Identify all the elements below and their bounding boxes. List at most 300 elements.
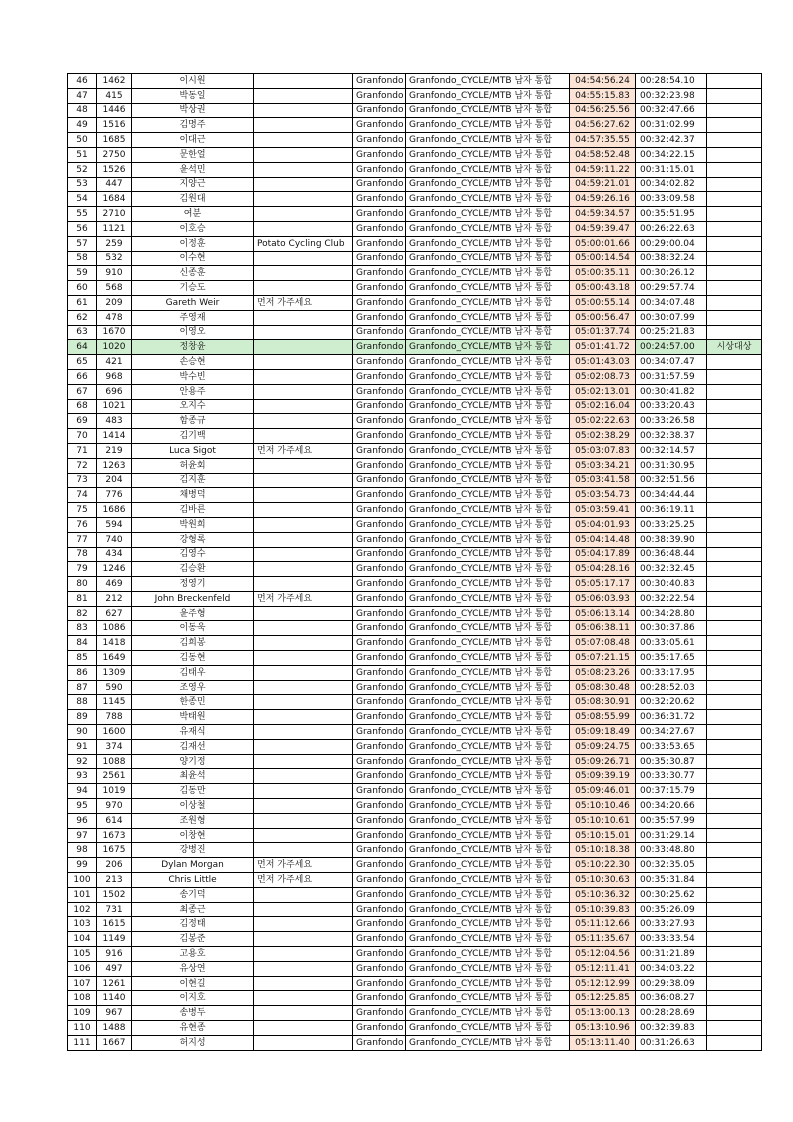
table-row [68,710,762,725]
division-cell: Granfondo [353,236,406,251]
lap-cell: 00:38:32.24 [636,251,707,266]
rank-cell: 59 [68,266,97,281]
division-cell: Granfondo [353,384,406,399]
rank-cell: 101 [68,887,97,902]
category-cell: Granfondo_CYCLE/MTB 남자 통합 [406,1021,570,1036]
table-row [68,221,762,236]
name-cell: 신종훈 [132,266,254,281]
team-cell [254,488,353,503]
name-cell: 이시원 [132,74,254,89]
record-cell: 05:03:59.41 [570,503,636,518]
bib-cell: 204 [97,473,132,488]
division-cell: Granfondo [353,488,406,503]
category-cell: Granfondo_CYCLE/MTB 남자 통합 [406,192,570,207]
lap-cell: 00:26:22.63 [636,221,707,236]
record-cell: 05:10:18.38 [570,843,636,858]
team-cell [254,118,353,133]
bib-cell: 1600 [97,725,132,740]
name-cell: 조원형 [132,813,254,828]
bib-cell: 1418 [97,636,132,651]
table-row [68,251,762,266]
table-row [68,636,762,651]
name-cell: 강형록 [132,532,254,547]
lap-cell: 00:31:30.95 [636,458,707,473]
bib-cell: 731 [97,902,132,917]
note-cell [707,236,762,251]
lap-cell: 00:32:38.37 [636,429,707,444]
lap-cell: 00:34:20.66 [636,799,707,814]
record-cell: 05:10:22.30 [570,858,636,873]
rank-cell: 109 [68,1006,97,1021]
note-cell [707,784,762,799]
name-cell: 채병덕 [132,488,254,503]
bib-cell: 916 [97,947,132,962]
team-cell [254,710,353,725]
name-cell: 박원희 [132,517,254,532]
lap-cell: 00:28:54.10 [636,74,707,89]
record-cell: 05:08:30.91 [570,695,636,710]
team-cell [254,147,353,162]
name-cell: 안용주 [132,384,254,399]
note-cell [707,739,762,754]
team-cell [254,577,353,592]
rank-cell: 72 [68,458,97,473]
team-cell [254,414,353,429]
team-cell [254,754,353,769]
record-cell: 05:02:16.04 [570,399,636,414]
division-cell: Granfondo [353,961,406,976]
rank-cell: 68 [68,399,97,414]
division-cell: Granfondo [353,976,406,991]
category-cell: Granfondo_CYCLE/MTB 남자 통합 [406,562,570,577]
team-cell [254,961,353,976]
division-cell: Granfondo [353,340,406,355]
lap-cell: 00:29:38.09 [636,976,707,991]
team-cell [254,192,353,207]
team-cell [254,902,353,917]
note-cell [707,725,762,740]
name-cell: 주영재 [132,310,254,325]
bib-cell: 478 [97,310,132,325]
category-cell: Granfondo_CYCLE/MTB 남자 통합 [406,177,570,192]
team-cell [254,621,353,636]
category-cell: Granfondo_CYCLE/MTB 남자 통합 [406,1006,570,1021]
lap-cell: 00:36:48.44 [636,547,707,562]
rank-cell: 95 [68,799,97,814]
lap-cell: 00:31:21.89 [636,947,707,962]
rank-cell: 55 [68,207,97,222]
category-cell: Granfondo_CYCLE/MTB 남자 통합 [406,710,570,725]
record-cell: 05:03:54.73 [570,488,636,503]
team-cell [254,74,353,89]
lap-cell: 00:25:21.83 [636,325,707,340]
bib-cell: 1145 [97,695,132,710]
division-cell: Granfondo [353,843,406,858]
record-cell: 05:04:01.93 [570,517,636,532]
bib-cell: 532 [97,251,132,266]
name-cell: 조영우 [132,680,254,695]
record-cell: 05:13:11.40 [570,1035,636,1050]
table-row [68,133,762,148]
category-cell: Granfondo_CYCLE/MTB 남자 통합 [406,517,570,532]
table-row [68,577,762,592]
record-cell: 05:09:39.19 [570,769,636,784]
note-cell [707,621,762,636]
team-cell [254,562,353,577]
division-cell: Granfondo [353,947,406,962]
lap-cell: 00:32:51.56 [636,473,707,488]
record-cell: 05:01:41.72 [570,340,636,355]
bib-cell: 497 [97,961,132,976]
team-cell [254,458,353,473]
table-row [68,488,762,503]
rank-cell: 84 [68,636,97,651]
team-cell [254,207,353,222]
bib-cell: 776 [97,488,132,503]
division-cell: Granfondo [353,695,406,710]
lap-cell: 00:36:08.27 [636,991,707,1006]
team-cell: 먼저 가주세요 [254,443,353,458]
bib-cell: 434 [97,547,132,562]
lap-cell: 00:34:44.44 [636,488,707,503]
lap-cell: 00:33:25.25 [636,517,707,532]
lap-cell: 00:29:57.74 [636,281,707,296]
name-cell: 김태우 [132,665,254,680]
bib-cell: 967 [97,1006,132,1021]
record-cell: 05:02:38.29 [570,429,636,444]
bib-cell: 590 [97,680,132,695]
category-cell: Granfondo_CYCLE/MTB 남자 통합 [406,118,570,133]
division-cell: Granfondo [353,799,406,814]
division-cell: Granfondo [353,88,406,103]
lap-cell: 00:31:02.99 [636,118,707,133]
team-cell [254,739,353,754]
bib-cell: 614 [97,813,132,828]
category-cell: Granfondo_CYCLE/MTB 남자 통합 [406,695,570,710]
rank-cell: 77 [68,532,97,547]
category-cell: Granfondo_CYCLE/MTB 남자 통합 [406,162,570,177]
record-cell: 05:02:13.01 [570,384,636,399]
team-cell [254,251,353,266]
lap-cell: 00:32:42.37 [636,133,707,148]
category-cell: Granfondo_CYCLE/MTB 남자 통합 [406,917,570,932]
team-cell [254,133,353,148]
division-cell: Granfondo [353,221,406,236]
record-cell: 04:59:11.22 [570,162,636,177]
rank-cell: 83 [68,621,97,636]
record-cell: 04:59:21.01 [570,177,636,192]
note-cell [707,458,762,473]
team-cell [254,636,353,651]
bib-cell: 1149 [97,932,132,947]
bib-cell: 1309 [97,665,132,680]
note-cell [707,1021,762,1036]
table-row [68,355,762,370]
record-cell: 05:03:41.58 [570,473,636,488]
name-cell: 유현종 [132,1021,254,1036]
rank-cell: 54 [68,192,97,207]
bib-cell: 970 [97,799,132,814]
team-cell: 먼저 가주세요 [254,858,353,873]
rank-cell: 96 [68,813,97,828]
name-cell: 이호승 [132,221,254,236]
team-cell [254,799,353,814]
division-cell: Granfondo [353,74,406,89]
table-row [68,961,762,976]
table-row [68,651,762,666]
note-cell [707,74,762,89]
team-cell [254,473,353,488]
table-row [68,473,762,488]
rank-cell: 60 [68,281,97,296]
category-cell: Granfondo_CYCLE/MTB 남자 통합 [406,621,570,636]
record-cell: 05:10:36.32 [570,887,636,902]
results-body [68,74,762,1051]
name-cell: 이창현 [132,828,254,843]
category-cell: Granfondo_CYCLE/MTB 남자 통합 [406,591,570,606]
rank-cell: 91 [68,739,97,754]
lap-cell: 00:34:07.47 [636,355,707,370]
category-cell: Granfondo_CYCLE/MTB 남자 통합 [406,310,570,325]
category-cell: Granfondo_CYCLE/MTB 남자 통합 [406,133,570,148]
note-cell [707,133,762,148]
name-cell: 이지호 [132,991,254,1006]
division-cell: Granfondo [353,103,406,118]
bib-cell: 2710 [97,207,132,222]
team-cell [254,1006,353,1021]
team-cell [254,976,353,991]
record-cell: 05:11:12.66 [570,917,636,932]
rank-cell: 104 [68,932,97,947]
category-cell: Granfondo_CYCLE/MTB 남자 통합 [406,88,570,103]
lap-cell: 00:36:19.11 [636,503,707,518]
division-cell: Granfondo [353,562,406,577]
bib-cell: 568 [97,281,132,296]
note-cell [707,103,762,118]
record-cell: 05:00:56.47 [570,310,636,325]
rank-cell: 80 [68,577,97,592]
category-cell: Granfondo_CYCLE/MTB 남자 통합 [406,754,570,769]
record-cell: 05:09:18.49 [570,725,636,740]
category-cell: Granfondo_CYCLE/MTB 남자 통합 [406,947,570,962]
record-cell: 05:03:34.21 [570,458,636,473]
rank-cell: 64 [68,340,97,355]
lap-cell: 00:32:47.66 [636,103,707,118]
table-row [68,562,762,577]
record-cell: 05:03:07.83 [570,443,636,458]
category-cell: Granfondo_CYCLE/MTB 남자 통합 [406,784,570,799]
lap-cell: 00:30:26.12 [636,266,707,281]
table-row [68,118,762,133]
lap-cell: 00:28:28.69 [636,1006,707,1021]
category-cell: Granfondo_CYCLE/MTB 남자 통합 [406,547,570,562]
lap-cell: 00:34:07.48 [636,295,707,310]
note-cell [707,399,762,414]
team-cell [254,369,353,384]
table-row [68,503,762,518]
category-cell: Granfondo_CYCLE/MTB 남자 통합 [406,606,570,621]
rank-cell: 76 [68,517,97,532]
bib-cell: 447 [97,177,132,192]
name-cell: 여분 [132,207,254,222]
table-row [68,680,762,695]
rank-cell: 75 [68,503,97,518]
table-row [68,429,762,444]
note-cell [707,517,762,532]
note-cell [707,858,762,873]
record-cell: 05:07:08.48 [570,636,636,651]
lap-cell: 00:35:17.65 [636,651,707,666]
division-cell: Granfondo [353,710,406,725]
category-cell: Granfondo_CYCLE/MTB 남자 통합 [406,325,570,340]
note-cell [707,266,762,281]
name-cell: 송기덕 [132,887,254,902]
bib-cell: 2561 [97,769,132,784]
bib-cell: 1246 [97,562,132,577]
team-cell [254,281,353,296]
table-row [68,665,762,680]
table-row [68,621,762,636]
note-cell [707,547,762,562]
category-cell: Granfondo_CYCLE/MTB 남자 통합 [406,221,570,236]
table-row [68,828,762,843]
team-cell [254,887,353,902]
division-cell: Granfondo [353,606,406,621]
name-cell: 김기백 [132,429,254,444]
note-cell [707,976,762,991]
note-cell [707,991,762,1006]
name-cell: 송병두 [132,1006,254,1021]
name-cell: 김영수 [132,547,254,562]
bib-cell: 910 [97,266,132,281]
name-cell: Gareth Weir [132,295,254,310]
record-cell: 05:00:55.14 [570,295,636,310]
name-cell: 윤주형 [132,606,254,621]
table-row [68,177,762,192]
division-cell: Granfondo [353,207,406,222]
team-cell [254,547,353,562]
lap-cell: 00:34:27.67 [636,725,707,740]
lap-cell: 00:34:22.15 [636,147,707,162]
category-cell: Granfondo_CYCLE/MTB 남자 통합 [406,651,570,666]
rank-cell: 107 [68,976,97,991]
division-cell: Granfondo [353,725,406,740]
bib-cell: 421 [97,355,132,370]
note-cell [707,429,762,444]
table-row [68,813,762,828]
rank-cell: 49 [68,118,97,133]
division-cell: Granfondo [353,517,406,532]
rank-cell: 56 [68,221,97,236]
division-cell: Granfondo [353,429,406,444]
team-cell [254,88,353,103]
lap-cell: 00:34:02.82 [636,177,707,192]
division-cell: Granfondo [353,147,406,162]
rank-cell: 86 [68,665,97,680]
division-cell: Granfondo [353,577,406,592]
rank-cell: 48 [68,103,97,118]
table-row [68,517,762,532]
category-cell: Granfondo_CYCLE/MTB 남자 통합 [406,932,570,947]
team-cell [254,784,353,799]
lap-cell: 00:32:22.54 [636,591,707,606]
lap-cell: 00:30:25.62 [636,887,707,902]
record-cell: 05:00:35.11 [570,266,636,281]
table-row [68,281,762,296]
team-cell [254,725,353,740]
note-cell [707,1035,762,1050]
bib-cell: 1086 [97,621,132,636]
name-cell: 김동현 [132,651,254,666]
team-cell [254,991,353,1006]
rank-cell: 63 [68,325,97,340]
team-cell: 먼저 가주세요 [254,591,353,606]
name-cell: 김원대 [132,192,254,207]
name-cell: 박태원 [132,710,254,725]
note-cell [707,887,762,902]
table-row [68,902,762,917]
bib-cell: 1670 [97,325,132,340]
lap-cell: 00:35:30.87 [636,754,707,769]
rank-cell: 52 [68,162,97,177]
rank-cell: 51 [68,147,97,162]
team-cell [254,813,353,828]
rank-cell: 87 [68,680,97,695]
bib-cell: 1667 [97,1035,132,1050]
note-cell [707,932,762,947]
record-cell: 04:55:15.83 [570,88,636,103]
note-cell [707,710,762,725]
team-cell [254,221,353,236]
lap-cell: 00:35:57.99 [636,813,707,828]
lap-cell: 00:33:33.54 [636,932,707,947]
note-cell [707,310,762,325]
category-cell: Granfondo_CYCLE/MTB 남자 통합 [406,147,570,162]
category-cell: Granfondo_CYCLE/MTB 남자 통합 [406,843,570,858]
name-cell: Dylan Morgan [132,858,254,873]
division-cell: Granfondo [353,251,406,266]
bib-cell: 1684 [97,192,132,207]
category-cell: Granfondo_CYCLE/MTB 남자 통합 [406,369,570,384]
name-cell: 손승현 [132,355,254,370]
category-cell: Granfondo_CYCLE/MTB 남자 통합 [406,739,570,754]
division-cell: Granfondo [353,443,406,458]
record-cell: 05:12:11.41 [570,961,636,976]
table-row [68,947,762,962]
table-row [68,843,762,858]
bib-cell: 206 [97,858,132,873]
note-cell [707,828,762,843]
lap-cell: 00:30:40.83 [636,577,707,592]
bib-cell: 1021 [97,399,132,414]
lap-cell: 00:33:27.93 [636,917,707,932]
table-row [68,754,762,769]
rank-cell: 103 [68,917,97,932]
team-cell [254,680,353,695]
note-cell [707,843,762,858]
table-row [68,858,762,873]
bib-cell: 627 [97,606,132,621]
lap-cell: 00:24:57.00 [636,340,707,355]
category-cell: Granfondo_CYCLE/MTB 남자 통합 [406,236,570,251]
note-cell [707,917,762,932]
team-cell: 먼저 가주세요 [254,873,353,888]
record-cell: 05:04:17.89 [570,547,636,562]
team-cell: Potato Cycling Club [254,236,353,251]
name-cell: Chris Little [132,873,254,888]
note-cell [707,207,762,222]
division-cell: Granfondo [353,902,406,917]
